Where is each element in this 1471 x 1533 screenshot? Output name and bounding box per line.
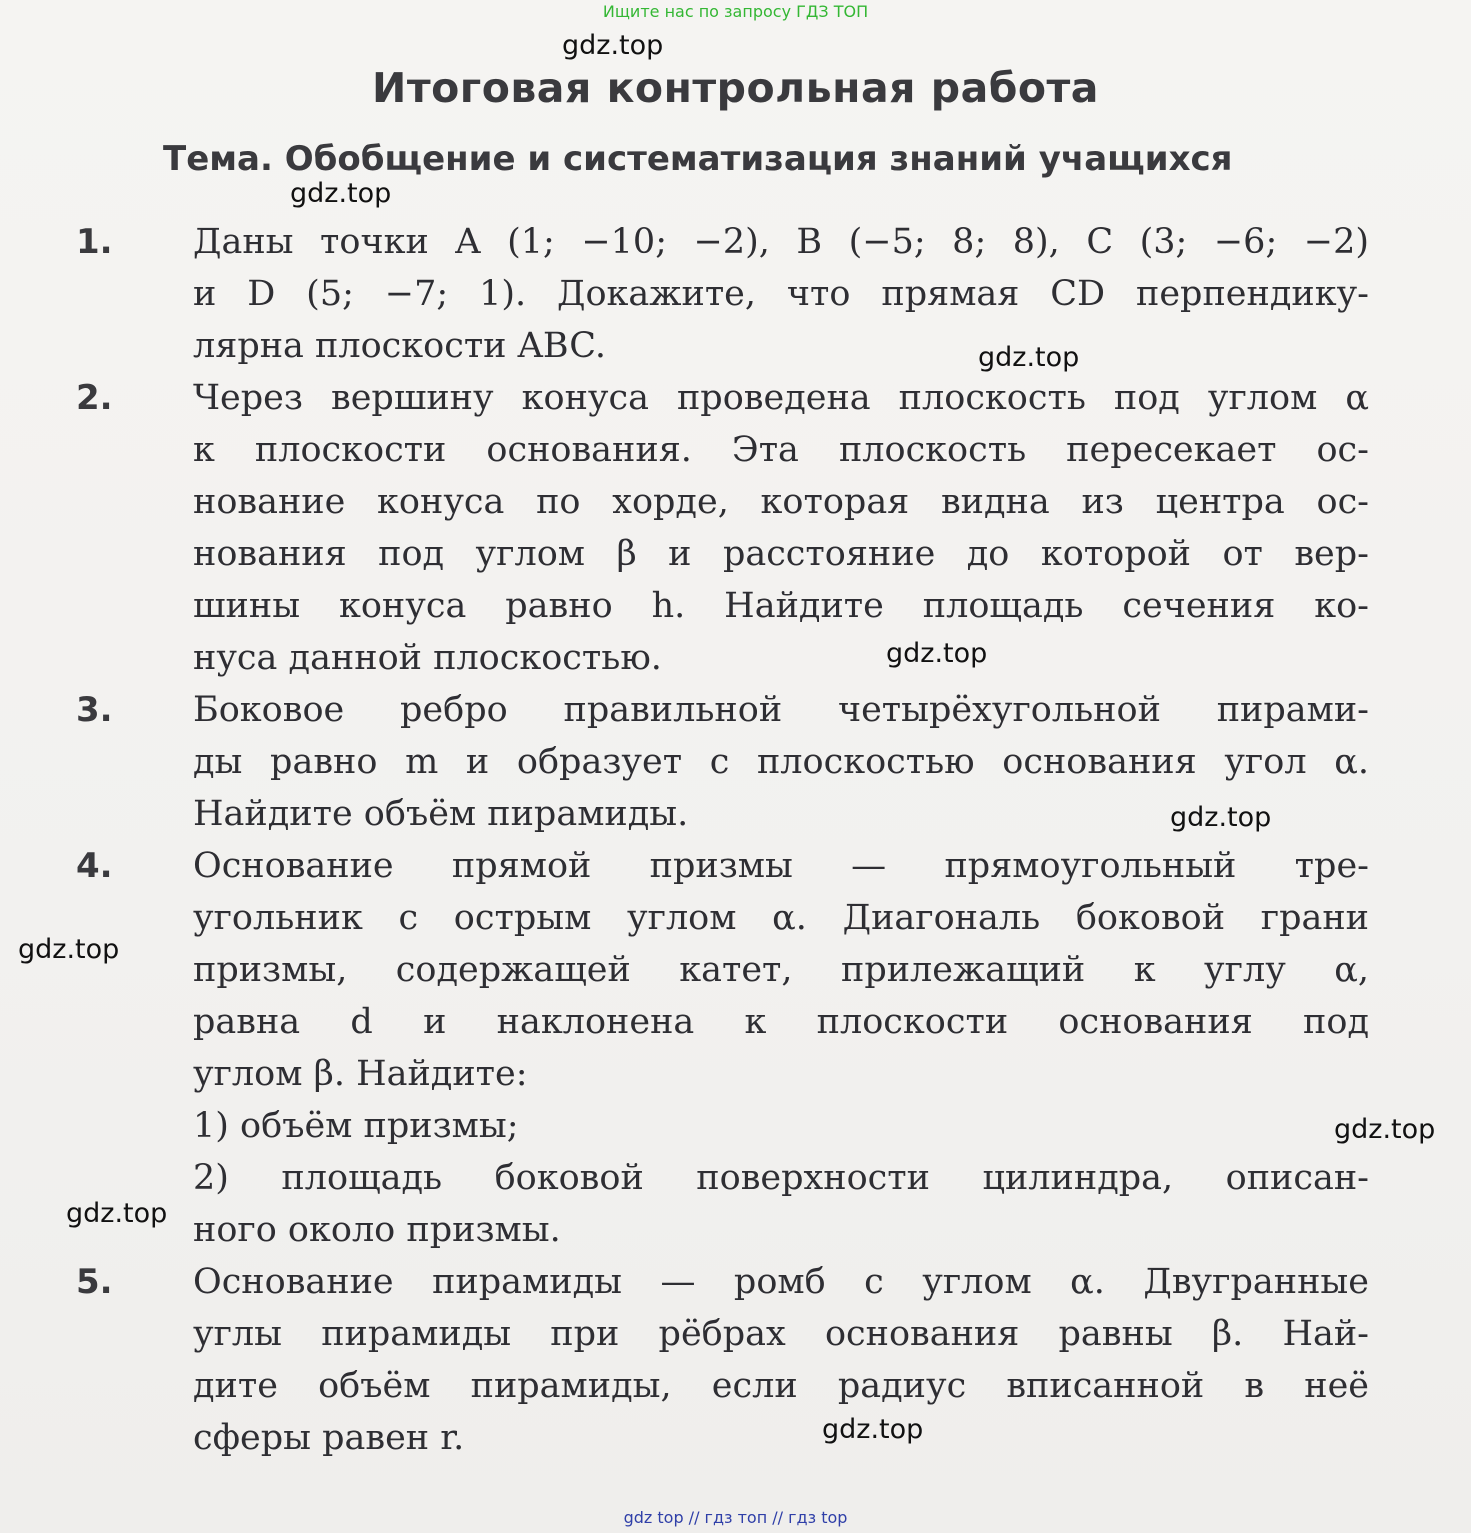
task-line: к плоскости основания. Эта плоскость пересекает ос- (193, 430, 1369, 470)
task-line: Основание прямой призмы — прямоугольный тре- (193, 846, 1369, 886)
task-number: 5. (76, 1262, 113, 1302)
task-number: 3. (76, 690, 113, 730)
task-line: ного около призмы. (193, 1210, 561, 1250)
watermark: gdz.top (18, 934, 120, 965)
task-line: призмы, содержащей катет, прилежащий к углу α, (193, 950, 1369, 990)
page-subtitle: Тема. Обобщение и систематизация знаний учащихся (163, 139, 1233, 179)
watermark: gdz.top (886, 638, 988, 669)
task-number: 1. (76, 222, 113, 262)
task-line: лярна плоскости ABC. (193, 326, 606, 366)
watermark: gdz.top (978, 342, 1080, 373)
task-line: Боковое ребро правильной четырёхугольной пирами- (193, 690, 1369, 730)
watermark: gdz.top (66, 1198, 168, 1229)
task-line: ды равно m и образует с плоскостью основания угол α. (193, 742, 1369, 782)
task-line: Найдите объём пирамиды. (193, 794, 689, 834)
task-line: сферы равен r. (193, 1418, 465, 1458)
task-line: нование конуса по хорде, которая видна из центра ос- (193, 482, 1369, 522)
task-line: угольник с острым углом α. Диагональ боковой грани (193, 898, 1369, 938)
task-text (193, 216, 1369, 372)
task-line: равна d и наклонена к плоскости основания под (193, 1002, 1369, 1042)
task-number: 4. (76, 846, 113, 886)
task-text (193, 1256, 1369, 1464)
task-line: шины конуса равно h. Найдите площадь сечения ко- (193, 586, 1369, 626)
task-line: 2) площадь боковой поверхности цилиндра, описан- (193, 1158, 1369, 1198)
watermark: gdz.top (822, 1414, 924, 1445)
task-line: углом β. Найдите: (193, 1054, 528, 1094)
footer-links[interactable]: gdz top // гдз топ // гдз top (623, 1508, 848, 1527)
task-line: Основание пирамиды — ромб с углом α. Двугранные (193, 1262, 1369, 1302)
watermark: gdz.top (1334, 1114, 1436, 1145)
task-line: дите объём пирамиды, если радиус вписанной в неё (193, 1366, 1369, 1406)
task-number: 2. (76, 378, 113, 418)
watermark: gdz.top (562, 30, 664, 61)
task-line: 1) объём призмы; (193, 1106, 519, 1146)
task-line: и D (5; −7; 1). Докажите, что прямая CD перпендику- (193, 274, 1369, 314)
task-line: Даны точки A (1; −10; −2), B (−5; 8; 8), C (3; −6; −2) (193, 222, 1369, 262)
task-text (193, 840, 1369, 1256)
page-title: Итоговая контрольная работа (372, 64, 1099, 112)
watermark: gdz.top (1170, 802, 1272, 833)
task-line: нуса данной плоскостью. (193, 638, 662, 678)
task-line: нования под углом β и расстояние до которой от вер- (193, 534, 1369, 574)
search-banner[interactable]: Ищите нас по запросу ГДЗ ТОП (602, 2, 869, 21)
task-line: Через вершину конуса проведена плоскость под углом α (193, 378, 1369, 418)
task-text (193, 372, 1369, 684)
watermark: gdz.top (290, 178, 392, 209)
task-line: углы пирамиды при рёбрах основания равны β. Най- (193, 1314, 1369, 1354)
